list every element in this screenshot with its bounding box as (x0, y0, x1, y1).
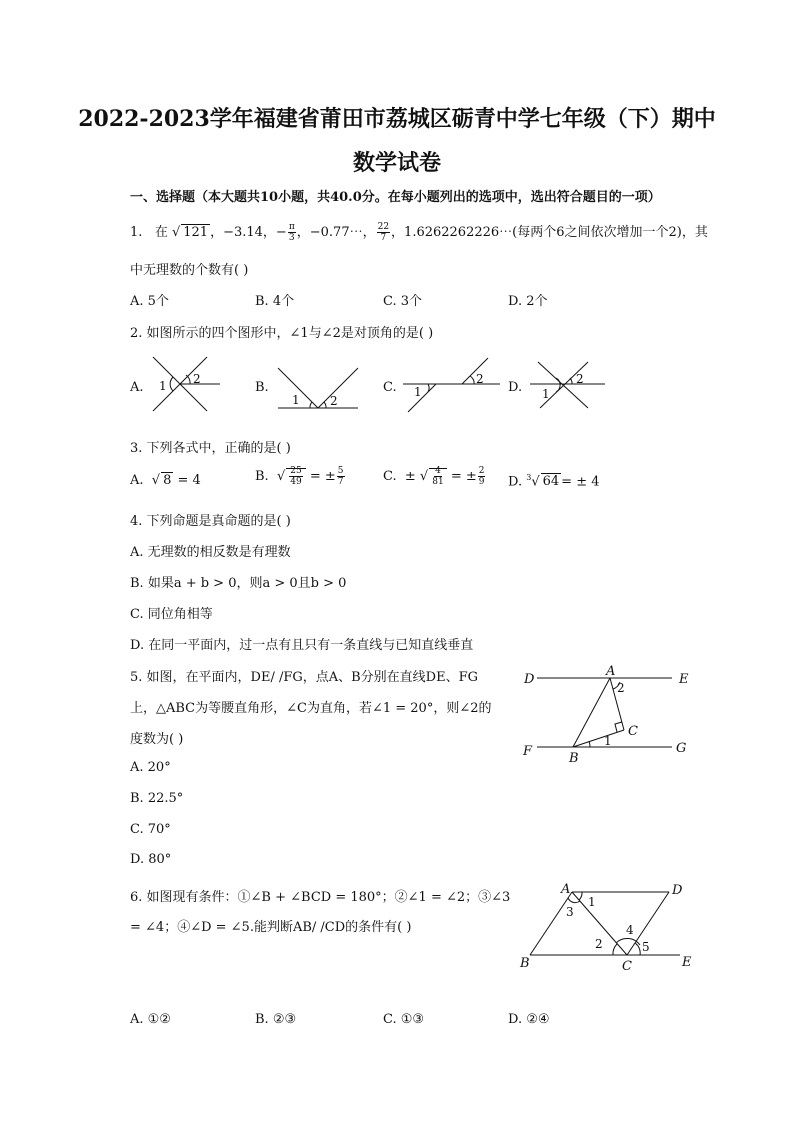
q2c-label-1: 1 (414, 385, 422, 399)
q4-option-c[interactable]: C. 同位角相等 (130, 607, 213, 622)
question-2: 2. 如图所示的四个图形中，∠1与∠2是对顶角的是( ) (130, 326, 434, 341)
q5-label-d: D (524, 672, 535, 687)
q1-t2: ，−0.77⋯， (296, 225, 376, 240)
q2a-label-1: 1 (159, 379, 167, 393)
q1-option-c[interactable]: C. 3个 (383, 294, 423, 309)
section-heading: 一、选择题（本大题共10小题，共40.0分。在每小题列出的选项中，选出符合题目的一项） (130, 190, 661, 205)
q5-line3: 度数为( ) (130, 732, 184, 747)
q1-option-a[interactable]: A. 5个 (130, 294, 169, 309)
q2-option-c[interactable]: C. (383, 380, 397, 395)
q5-option-c[interactable]: C. 70° (130, 822, 171, 837)
q6-arc-2 (613, 944, 617, 955)
q4-option-b[interactable]: B. 如果a + b > 0，则a > 0且b > 0 (130, 576, 347, 591)
q3-option-d[interactable]: D. $^3$√ 64 = ± 4 (508, 473, 600, 490)
q5-label-g: G (676, 741, 687, 756)
q5-label-a: A (606, 664, 616, 679)
q5-label-c: C (628, 724, 638, 739)
question-4: 4. 下列命题是真命题的是( ) (130, 514, 291, 529)
q5-label-e: E (679, 672, 689, 687)
q3-option-a[interactable]: A. √ 8 = 4 (130, 473, 201, 488)
q2a-label-2: 2 (193, 372, 201, 386)
q4-option-d[interactable]: D. 在同一平面内，过一点有且只有一条直线与已知直线垂直 (130, 638, 474, 653)
q2-option-b[interactable]: B. (255, 380, 269, 395)
q6-label-angle4: 4 (626, 923, 634, 937)
page-title-line2: 数学试卷 (352, 150, 441, 176)
q6-line2: = ∠4；④∠D = ∠5.能判断AB/ /CD的条件有( ) (130, 920, 412, 935)
q2d-label-1: 1 (542, 387, 550, 401)
q6-line1: 6. 如图现有条件：①∠B + ∠BCD = 180°；②∠1 = ∠2；③∠3 (130, 890, 511, 905)
q5-line2: 上，△ABC为等腰直角形，∠C为直角，若∠1 = 20°，则∠2的 (130, 701, 492, 716)
q3-option-c[interactable]: C. ± √ $\frac{4}{81}$ = ± $\frac{2}{9}$ (383, 466, 485, 487)
q1-lead: 在 (154, 225, 168, 240)
question-3: 3. 下列各式中，正确的是( ) (130, 441, 291, 456)
q6-label-angle5: 5 (642, 940, 650, 954)
q6-label-angle1: 1 (588, 895, 596, 909)
q6-label-c: C (622, 959, 632, 974)
q1-frac-pi: $\frac{\pi}{3}$ (288, 222, 295, 243)
q2d-label-2: 2 (576, 372, 584, 386)
q2b-label-2: 2 (330, 394, 338, 408)
q1-line2: 中无理数的个数有( ) (130, 263, 249, 278)
q5-label-f: F (523, 744, 533, 759)
q6-label-d: D (672, 883, 683, 898)
q5-option-a[interactable]: A. 20° (130, 760, 171, 775)
q5-option-b[interactable]: B. 22.5° (130, 791, 184, 806)
q5-option-d[interactable]: D. 80° (130, 852, 172, 867)
q1-option-d[interactable]: D. 2个 (508, 294, 548, 309)
q6-seg-ab (530, 892, 572, 955)
q5-label-angle2: 2 (617, 681, 625, 695)
q6-label-angle2: 2 (595, 937, 603, 951)
q6-label-angle3: 3 (566, 905, 574, 919)
q4-option-a[interactable]: A. 无理数的相反数是有理数 (130, 545, 291, 560)
page-title: 2022-2023学年福建省莆田市荔城区砺青中学七年级（下）期中 (78, 106, 716, 132)
q2-option-a[interactable]: A. (130, 380, 144, 395)
q6-label-e: E (682, 955, 692, 970)
q2b-label-1: 1 (292, 393, 300, 407)
q6-option-d[interactable]: D. ②④ (508, 1012, 550, 1027)
q6-option-a[interactable]: A. ①② (130, 1012, 171, 1027)
q5-label-b: B (569, 751, 579, 766)
q1-radicand: 121 (183, 225, 209, 240)
q6-label-a: A (561, 882, 571, 897)
q1-t3: ，1.6262262226⋯(每两个6之间依次增加一个2)，其 (391, 225, 708, 240)
question-1: 1. 在 √ 121 ，−3.14，− $\frac{\pi}{3}$ ，−0.77⋯， $\frac{22}{7}$ ，1.6262262226⋯(每两个6之间依次增加一个2)，其 (130, 222, 708, 243)
q6-option-b[interactable]: B. ②③ (255, 1012, 297, 1027)
q2c-label-2: 2 (476, 372, 484, 386)
q1-num: 1. (130, 225, 143, 240)
q2-option-d[interactable]: D. (508, 380, 523, 395)
q5-line1: 5. 如图，在平面内，DE/ /FG，点A、B分别在直线DE、FG (130, 670, 479, 685)
q6-option-c[interactable]: C. ①③ (383, 1012, 425, 1027)
q6-arc-1 (579, 892, 582, 900)
q5-label-angle1: 1 (604, 734, 612, 748)
q3-option-b[interactable]: B. √ $\frac{25}{49}$ = ± $\frac{5}{7}$ (255, 466, 344, 487)
q1-option-b[interactable]: B. 4个 (255, 294, 295, 309)
q6-label-b: B (520, 956, 530, 971)
q1-t1: ，−3.14，− (210, 225, 287, 240)
q1-frac-22-7: $\frac{22}{7}$ (377, 222, 390, 243)
